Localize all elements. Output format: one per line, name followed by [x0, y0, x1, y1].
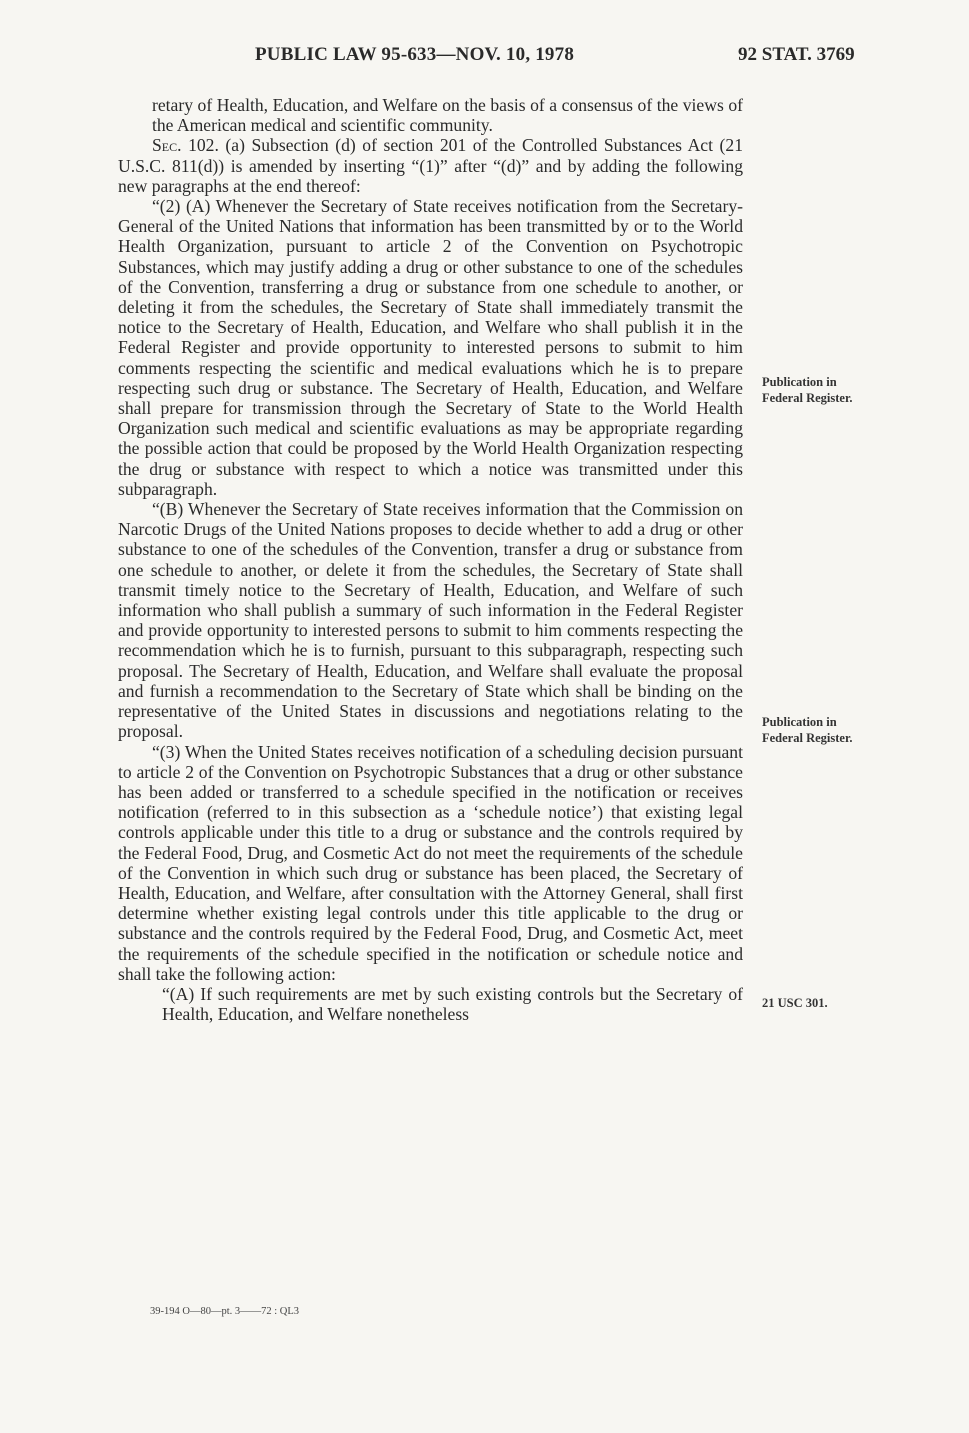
paragraph-2-text: 102. (a) Subsection (d) of section 201 of the Controlled Substances Act (21 U.S.C. 811(d)) is amended by inserting “(1)” after “(d)” and by adding the following new paragraphs at the end thereof: — [118, 135, 743, 196]
margin-note-publication-1: Publication in Federal Register. — [762, 375, 853, 405]
margin-note-usc: 21 USC 301. — [762, 996, 828, 1010]
paragraph-6: “(A) If such requirements are met by such existing controls but the Secretary of Health, Education, and Welfare nonetheless — [162, 983, 743, 1025]
paragraph-4: “(B) Whenever the Secretary of State receives information that the Commission on Narcotic Drugs of the United Nations proposes to decide whether to add a drug or other substance to one of the schedules of the Convention, transfer a drug or substance from one schedule to another, or delete it from the schedules, the Secretary of State shall transmit timely notice to the Secretary of Health, Education, and Welfare of such information who shall publish a summary of such information in the Federal Register and provide opportunity to interested persons to submit to him comments respecting the recommendation which he is to furnish, pursuant to this subparagraph, respecting such proposal. The Secretary of Health, Education, and Welfare shall evaluate the proposal and furnish a recommendation to the Secretary of State which shall be binding on the representative of the United States in discussions and negotiations relating to the proposal. — [118, 499, 743, 742]
body-text — [118, 95, 743, 1024]
footer-print-code: 39-194 O—80—pt. 3——72 : QL3 — [150, 1306, 300, 1317]
margin-note-publication-2: Publication in Federal Register. — [762, 715, 853, 745]
paragraph-1: retary of Health, Education, and Welfare on the basis of a consensus of the views of the American medical and scientific community. — [152, 95, 743, 136]
page-header-stat: 92 STAT. 3769 — [738, 44, 855, 65]
paragraph-3: “(2) (A) Whenever the Secretary of State receives notification from the Secretary-General of the United Nations that information has been transmitted by or to the World Health Organization, pursuant to article 2 of the Convention on Psychotropic Substances, which may justify adding a drug or other substance to one of the schedules of the Convention, transferring a drug or substance from one schedule to another, or deleting it from the schedules, the Secretary of State shall immediately transmit the notice to the Secretary of Health, Education, and Welfare who shall publish it in the Federal Register and provide opportunity to interested persons to submit to him comments respecting the scientific and medical evaluations which he is to prepare respecting such drug or substance. The Secretary of Health, Education, and Welfare shall prepare for transmission through the Secretary of State to the World Health Organization such medical and scientific evaluations as may be appropriate regarding the possible action that could be proposed by the World Health Organization respecting the drug or substance with respect to which a notice was transmitted under this subparagraph. — [118, 196, 743, 499]
section-label: Sec. — [152, 135, 182, 156]
paragraph-2 — [118, 135, 743, 196]
page-header-title: PUBLIC LAW 95-633—NOV. 10, 1978 — [255, 44, 575, 65]
paragraph-5: “(3) When the United States receives notification of a scheduling decision pursuant to article 2 of the Convention on Psychotropic Substances that a drug or other substance has been added or transferred to a schedule specified in the notification or receives notification (referred to in this subsection as a ‘schedule notice’) that existing legal controls applicable under this title to a drug or substance and the controls required by the Federal Food, Drug, and Cosmetic Act do not meet the requirements of the schedule of the Convention in which such drug or substance has been placed, the Secretary of Health, Education, and Welfare, after consultation with the Attorney General, shall first determine whether existing legal controls under this title applicable to the drug or substance and the controls required by the Federal Food, Drug, and Cosmetic Act, meet the requirements of the schedule specified in the notification or schedule notice and shall take the following action: — [118, 741, 743, 984]
